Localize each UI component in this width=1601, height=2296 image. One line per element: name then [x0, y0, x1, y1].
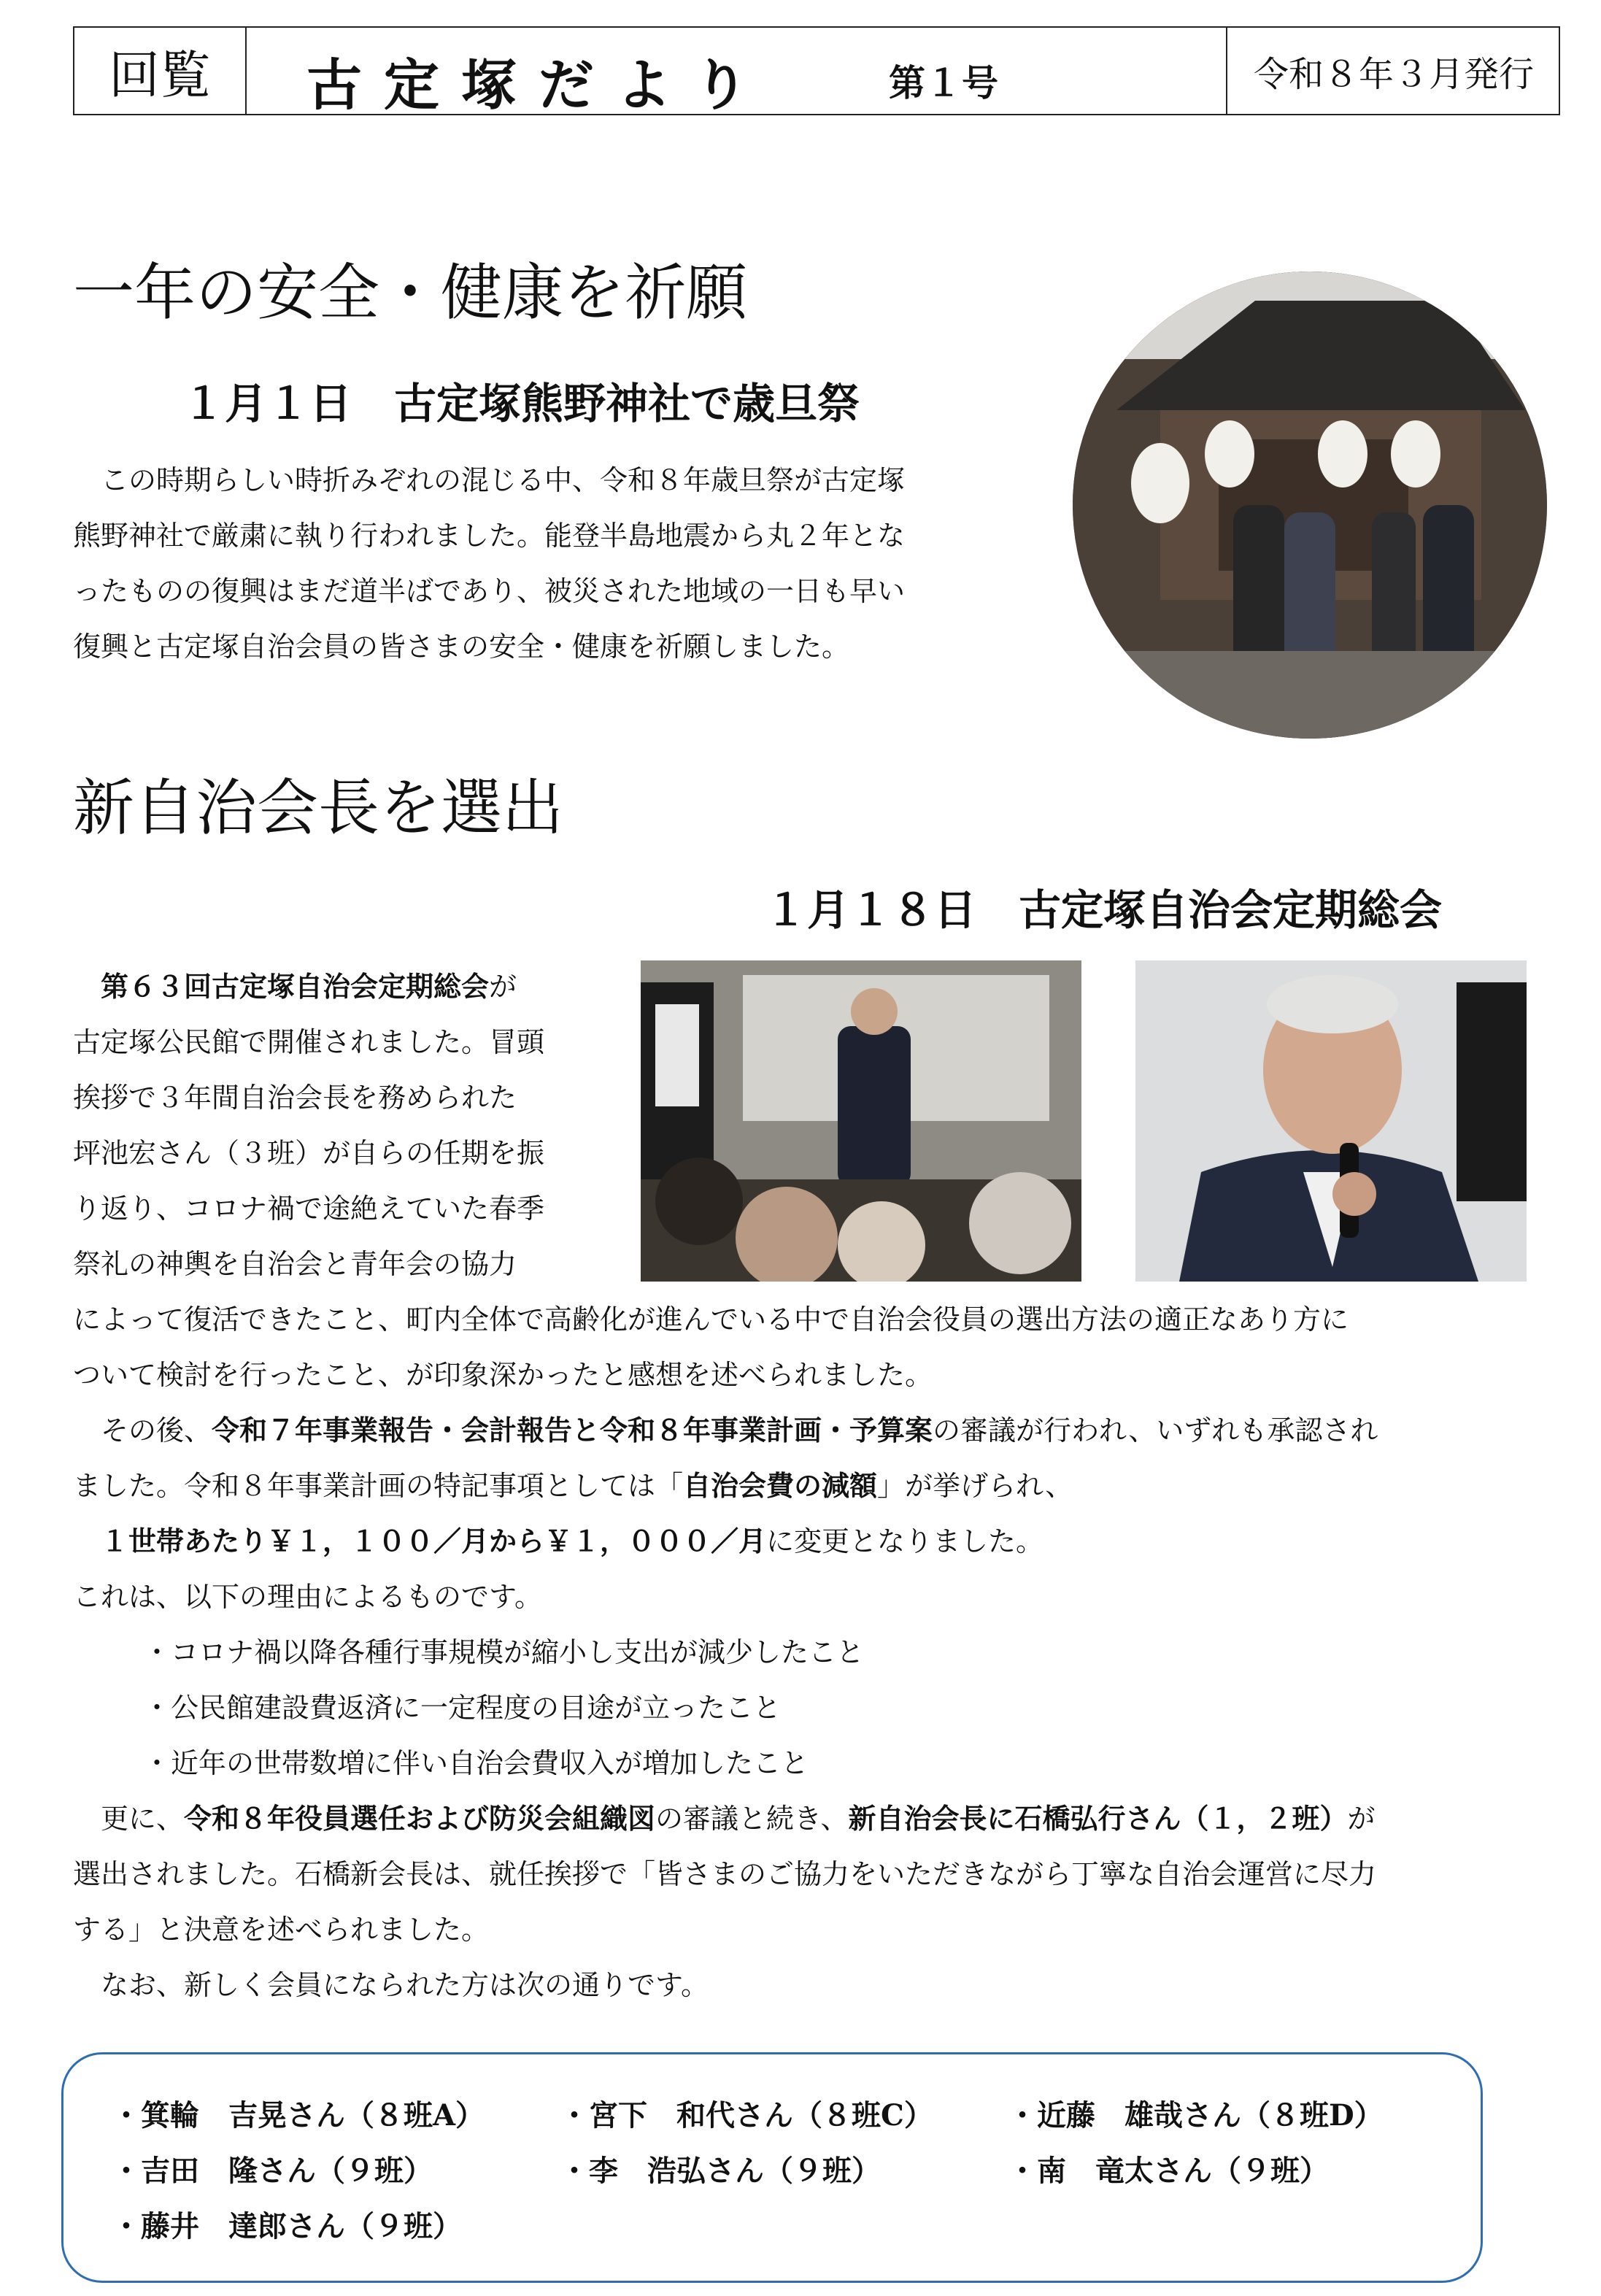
body-line: によって復活できたこと、町内全体で高齢化が進んでいる中で自治会役員の選出方法の適正なあり方に: [73, 1303, 1349, 1336]
body-line: ました。令和８年事業計画の特記事項としては「自治会費の減額」が挙げられ、: [73, 1469, 1073, 1502]
article1-subheading: １月１日 古定塚熊野神社で歳旦祭: [182, 379, 860, 428]
body-line: 第６３回古定塚自治会定期総会が: [101, 970, 517, 1003]
body-line: その後、令和７年事業報告・会計報告と令和８年事業計画・予算案の審議が行われ、いずれも承認され: [73, 1414, 1378, 1446]
article2-heading: 新自治会長を選出: [73, 772, 564, 844]
reason-item: ・近年の世帯数増に伴い自治会費収入が増加したこと: [143, 1747, 809, 1779]
body-line: する」と決意を述べられました。: [73, 1914, 490, 1946]
member-entry: ・近藤 雄哉さん（８班D）: [1008, 2098, 1384, 2133]
newsletter-header: [73, 26, 1560, 118]
body-line: 熊野神社で厳粛に執り行われました。能登半島地震から丸２年とな: [73, 520, 906, 552]
article2-body: [73, 1292, 1378, 2013]
meeting-photo: [641, 960, 1081, 1282]
shrine-photo: [1073, 271, 1547, 739]
body-line: 祭礼の神輿を自治会と青年会の協力: [73, 1248, 517, 1280]
issue-number: 第１号: [889, 62, 998, 104]
reason-item: ・コロナ禍以降各種行事規模が縮小し支出が減少したこと: [143, 1636, 865, 1668]
member-entry: ・箕輪 吉晃さん（８班A）: [112, 2098, 485, 2133]
member-entry: ・藤井 達郎さん（９班）: [112, 2209, 462, 2243]
body-line: 古定塚公民館で開催されました。冒頭: [73, 1026, 545, 1058]
body-line: 坪池宏さん（３班）が自らの任期を振: [73, 1137, 545, 1169]
body-line: なお、新しく会員になられた方は次の通りです。: [73, 1969, 709, 2001]
new-members-box: [61, 2052, 1483, 2283]
member-entry: ・南 竜太さん（９班）: [1008, 2154, 1329, 2188]
body-line: １世帯あたり￥１，１００／月から￥１，０００／月に変更となりました。: [101, 1525, 1044, 1557]
article1-heading: 一年の安全・健康を祈願: [73, 257, 748, 328]
body-line: ついて検討を行ったこと、が印象深かったと感想を述べられました。: [73, 1359, 933, 1391]
new-chairman: 新自治会長に石橋弘行さん（１，２班）: [848, 1802, 1348, 1835]
article1-body: [73, 452, 905, 674]
article2-subheading: １月１８日 古定塚自治会定期総会: [765, 885, 1443, 935]
reason-item: ・公民館建設費返済に一定程度の目途が立ったこと: [143, 1692, 782, 1724]
body-line: 選出されました。石橋新会長は、就任挨拶で「皆さまのご協力をいただきながら丁寧な自治会運営に尽力: [73, 1858, 1377, 1890]
member-entry: ・吉田 隆さん（９班）: [112, 2154, 433, 2188]
fee-reduction: 自治会費の減額: [683, 1469, 878, 1502]
new-chairman-photo: [1135, 960, 1527, 1282]
meeting-name: 第６３回古定塚自治会定期総会: [101, 970, 490, 1003]
fee-change: １世帯あたり￥１，１００／月から￥１，０００／月: [101, 1525, 767, 1557]
body-line: 更に、令和８年役員選任および防災会組織図の審議と続き、新自治会長に石橋弘行さん（１，２班）が: [73, 1802, 1376, 1835]
body-line: ったものの復興はまだ道半ばであり、被災された地域の一日も早い: [73, 575, 906, 607]
article2-narrow-text: [73, 959, 544, 1292]
member-entry: ・李 浩弘さん（９班）: [560, 2154, 881, 2188]
body-line: り返り、コロナ禍で途絶えていた春季: [73, 1193, 545, 1225]
issue-date: 令和８年３月発行: [1253, 53, 1534, 95]
newsletter-title: 古定塚だより: [306, 53, 771, 118]
agenda-items: 令和７年事業報告・会計報告と令和８年事業計画・予算案: [212, 1414, 933, 1446]
circulation-label: 回覧: [74, 28, 247, 114]
member-entry: ・宮下 和代さん（８班C）: [560, 2098, 933, 2133]
body-line: 挨拶で３年間自治会長を務められた: [73, 1082, 517, 1114]
body-line: この時期らしい時折みぞれの混じる中、令和８年歳旦祭が古定塚: [73, 464, 906, 496]
body-line: 復興と古定塚自治会員の皆さまの安全・健康を祈願しました。: [73, 631, 850, 663]
body-line: これは、以下の理由によるものです。: [73, 1581, 542, 1613]
